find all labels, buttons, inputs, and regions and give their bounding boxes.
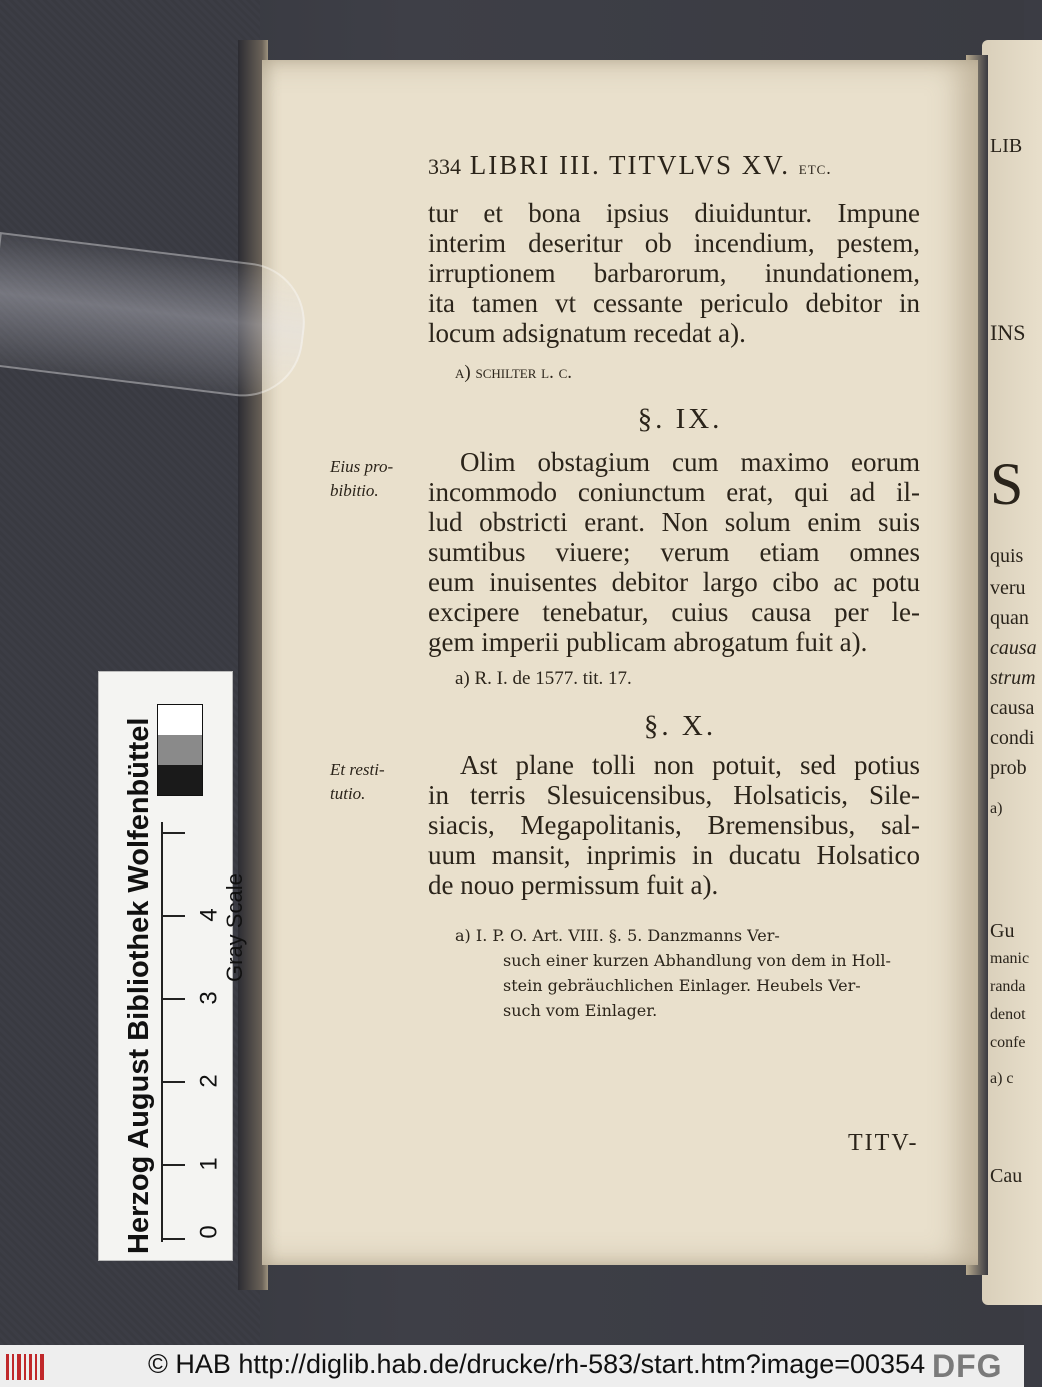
text-line: sumtibus viuere; verum etiam omnes	[428, 537, 920, 567]
next-page-fragment: veru	[990, 577, 1026, 599]
next-page-fragment: manic	[990, 950, 1030, 967]
next-page-fragment: strum	[990, 667, 1036, 689]
gray-swatch	[158, 735, 202, 765]
text-line: excipere tenebatur, cuius causa per le-	[428, 597, 920, 627]
page-number: 334	[428, 154, 461, 179]
text-line: gem imperii publicam abrogatum fuit a).	[428, 627, 868, 657]
footnote	[455, 925, 780, 947]
next-page-fragment: quis	[990, 545, 1024, 567]
text-line: ita tamen vt cessante periculo debitor in	[428, 288, 920, 318]
text-line: in terris Slesuicensibus, Holsaticis, Sile-	[428, 780, 920, 810]
footnote-line: a) I. P. O. Art. VIII. §. 5. Danzmanns Ver-	[455, 926, 780, 945]
next-page-fragment: a) c	[990, 1070, 1014, 1087]
margin-note: Eius pro-	[330, 457, 394, 476]
text-line: locum adsignatum recedat a).	[428, 318, 746, 348]
ruler-tick	[161, 1238, 185, 1240]
ruler-tick	[161, 832, 185, 834]
scale-label: Gray Scale	[222, 873, 247, 982]
next-page-fragment: denot	[990, 1006, 1026, 1023]
text-line: Ast plane tolli non potuit, sed potius	[460, 750, 920, 780]
next-page-fragment: INS	[990, 320, 1026, 345]
margin-note: bibitio.	[330, 481, 379, 500]
gray-swatches	[157, 704, 203, 796]
catchword: TITV-	[848, 1130, 919, 1156]
section-heading: §. IX.	[637, 403, 723, 435]
next-page-fragment: a)	[990, 800, 1003, 817]
next-page-fragment: Gu	[990, 920, 1015, 942]
barcode-icon	[6, 1354, 46, 1380]
margin-note: Et resti-	[330, 760, 385, 779]
footnote: a) schilter l. c.	[455, 362, 572, 383]
ruler-tick	[161, 1164, 185, 1166]
gray-swatch	[158, 705, 202, 735]
gray-swatch	[158, 765, 202, 795]
next-page-fragment: randa	[990, 978, 1026, 995]
text-line: tur et bona ipsius diuiduntur. Impune	[428, 198, 920, 228]
ruler-number: 1	[195, 1157, 223, 1171]
ruler-tick	[161, 998, 185, 1000]
next-page-fragment: confe	[990, 1034, 1026, 1051]
next-page-fragment: quan	[990, 607, 1029, 629]
footer-bar	[0, 1345, 1024, 1387]
scale-institution: Herzog August Bibliothek Wolfenbüttel	[123, 717, 155, 1254]
footnote-line: such vom Einlager.	[503, 1001, 658, 1020]
next-page-fragment: S	[990, 451, 1024, 517]
running-etc: etc.	[798, 158, 832, 178]
ruler-number: 4	[195, 908, 223, 922]
footnote	[503, 975, 861, 997]
text-line: lud obstricti erant. Non solum enim suis	[428, 507, 920, 537]
text-line: uum mansit, inprimis in ducatu Holsatico	[428, 840, 920, 870]
running-title: LIBRI III. TITVLVS XV.	[469, 150, 790, 180]
text-line: siacis, Megapolitanis, Bremensibus, sal-	[428, 810, 920, 840]
next-page-fragment: causa	[990, 697, 1035, 719]
running-head	[428, 150, 832, 181]
next-page-edge	[982, 40, 1042, 1305]
text-line: eum inuisentes debitor largo cibo ac potu	[428, 567, 920, 597]
ruler-line	[161, 822, 163, 1242]
ruler-number: 2	[195, 1074, 223, 1088]
next-page-fragment: Cau	[990, 1165, 1023, 1187]
next-page-fragment: prob	[990, 757, 1027, 779]
ruler-number: 0	[195, 1225, 223, 1239]
text-line: interim deseritur ob incendium, pestem,	[428, 228, 920, 258]
footnote-line: such einer kurzen Abhandlung von dem in Holl-	[503, 951, 891, 970]
ruler-number: 3	[195, 991, 223, 1005]
text-line: irruptionem barbarorum, inundationem,	[428, 258, 920, 288]
footnote: a) R. I. de 1577. tit. 17.	[455, 668, 632, 689]
margin-note: tutio.	[330, 784, 366, 803]
dfg-logo: DFG	[932, 1348, 1003, 1384]
next-page-fragment: causa	[990, 637, 1037, 659]
text-line: de nouo permissum fuit a).	[428, 870, 719, 900]
ruler-tick	[161, 915, 185, 917]
footnote-line: stein gebräuchlichen Einlager. Heubels Ver-	[503, 976, 861, 995]
copyright-url[interactable]: © HAB http://diglib.hab.de/drucke/rh-583/start.htm?image=00354	[148, 1349, 926, 1379]
gray-scale-bar	[98, 671, 247, 1261]
text-line: Olim obstagium cum maximo eorum	[460, 447, 920, 477]
next-page-fragment: condi	[990, 727, 1035, 749]
text-line: incommodo coniunctum erat, qui ad il-	[428, 477, 920, 507]
next-page-fragment: LIB	[990, 135, 1023, 157]
footnote	[503, 950, 891, 972]
section-heading: §. X.	[643, 710, 717, 742]
footnote	[503, 1000, 657, 1022]
ruler-tick	[161, 1081, 185, 1083]
